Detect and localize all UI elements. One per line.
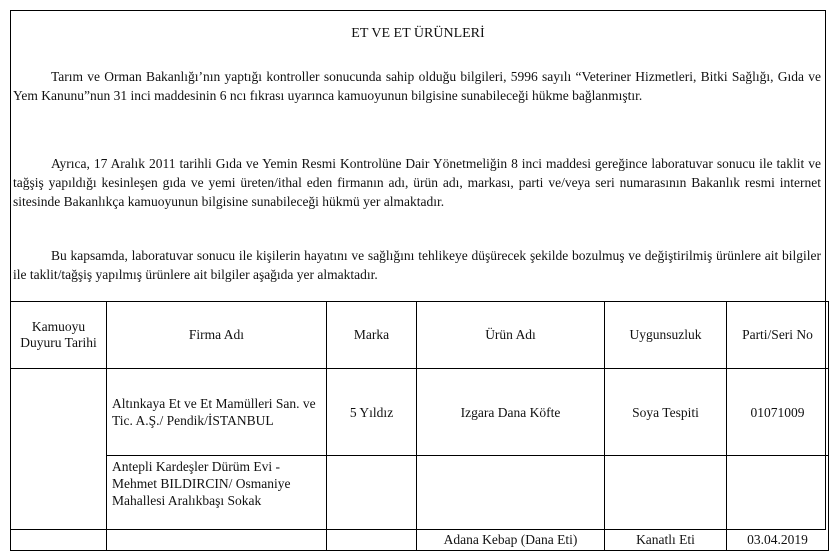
cell-firm-name: Altınkaya Et ve Et Mamülleri San. ve Tic. A.Ş./ Pendik/İSTANBUL [107,369,327,456]
cell-product-name: Izgara Dana Köfte [417,369,605,456]
paragraph-legal-basis: Tarım ve Orman Bakanlığı’nın yaptığı kontroller sonucunda sahip olduğu bilgileri, 5996 sayılı “Veteriner Hizmetleri, Bitki Sağlığı, Gıda ve Yem Kanunu”nun 31 inci maddesinin 6 ncı fıkrası uyarınca kamuoyunun bilgisine sunabileceği hükme bağlanmıştır. [13,69,821,103]
paragraph-regulation: Ayrıca, 17 Aralık 2011 tarihli Gıda ve Yemin Resmi Kontrolüne Dair Yönetmeliğin 8 inci maddesi gereğince laboratuvar sonucu ile taklit ve tağşiş yapıldığı kesinleşen gıda ve yemi üreten/ithal eden firmanın adı, ürün adı, markası, parti ve/veya seri numarasının Bakanlık resmi internet sitesinde Bakanlıkça kamuoyunun bilgisine sunabileceği hükmü yer almaktadır. [13,156,821,209]
cell-product-name: Adana Kebap (Dana Eti) [417,456,605,551]
cell-brand [327,456,417,551]
cell-announcement-date [11,369,107,551]
cell-nonconformity: Kanatlı Eti [605,456,727,551]
table-header-row [11,302,829,369]
paragraph-scope: Bu kapsamda, laboratuvar sonucu ile kişilerin hayatını ve sağlığını tehlikeye düşürecek şekilde bozulmuş ve değiştirilmiş ürünlere ait bilgiler ile taklit/tağşiş yapılmış ürünlere ait bilgiler aşağıda yer almaktadır. [13,248,821,282]
document-title: ET VE ET ÜRÜNLERİ [351,26,485,41]
table-row [11,369,829,456]
header-nonconformity: Uygunsuzluk [605,302,727,369]
cell-batch-number: 01071009 [727,369,829,456]
cell-brand: 5 Yıldız [327,369,417,456]
header-announcement-date: Kamuoyu Duyuru Tarihi [11,302,107,369]
cell-batch-number: 03.04.2019 [727,456,829,551]
header-firm-name: Firma Adı [107,302,327,369]
header-product-name: Ürün Adı [417,302,605,369]
header-batch-number: Parti/Seri No [727,302,829,369]
table-row [11,456,829,551]
document-page [10,10,826,547]
header-brand: Marka [327,302,417,369]
cell-firm-name: Antepli Kardeşler Dürüm Evi - Mehmet BILDIRCIN/ Osmaniye Mahallesi Aralıkbaşı Sokak [107,456,327,551]
violations-table [10,301,829,551]
cell-nonconformity: Soya Tespiti [605,369,727,456]
